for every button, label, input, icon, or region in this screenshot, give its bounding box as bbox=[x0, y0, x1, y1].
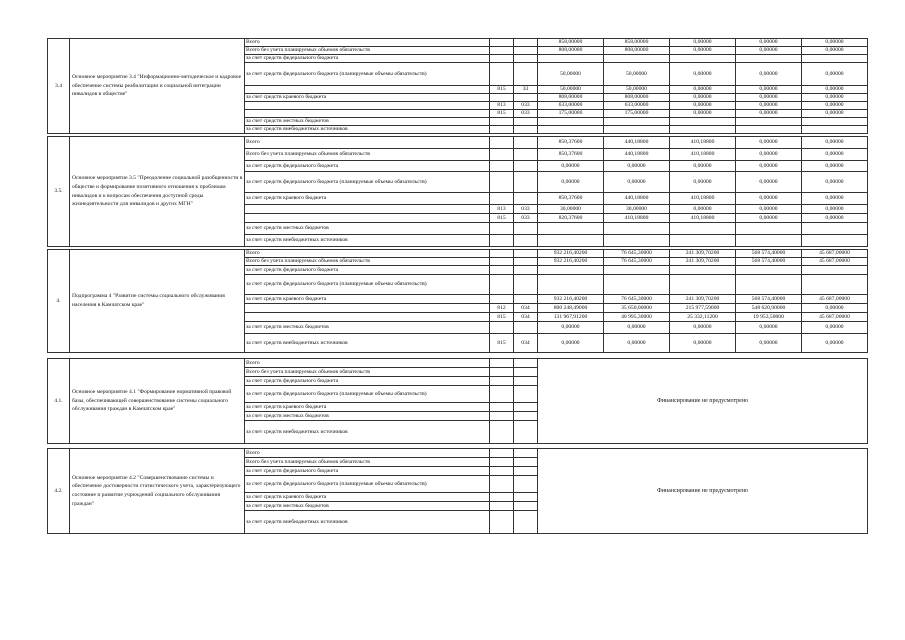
budget-code-program bbox=[514, 235, 538, 247]
amount-cell bbox=[604, 118, 670, 126]
amount-cell: 19 953,50000 bbox=[736, 313, 802, 322]
funding-source: за счет средств местных бюджетов bbox=[245, 412, 490, 421]
funding-table-body bbox=[48, 39, 868, 534]
amount-cell: 808,00000 bbox=[538, 47, 604, 55]
amount-cell: 241 309,70200 bbox=[670, 258, 736, 266]
table-row bbox=[48, 359, 868, 368]
budget-code-grbs bbox=[490, 511, 514, 534]
amount-cell: 0,00000 bbox=[802, 102, 868, 110]
amount-cell bbox=[604, 223, 670, 235]
amount-cell: 0,00000 bbox=[538, 172, 604, 193]
budget-code-program bbox=[514, 258, 538, 266]
budget-code-program bbox=[514, 149, 538, 161]
amount-cell: 850,37600 bbox=[538, 149, 604, 161]
amount-cell: 568 574,40000 bbox=[736, 250, 802, 258]
funding-source: за счет средств федерального бюджета bbox=[245, 55, 490, 63]
no-funding-note: Финансирование не предусмотрено bbox=[538, 359, 868, 444]
amount-cell: 45 687,00000 bbox=[802, 313, 868, 322]
amount-cell: 241 309,70200 bbox=[670, 295, 736, 304]
amount-cell: 0,00000 bbox=[802, 161, 868, 172]
funding-source: за счет средств местных бюджетов bbox=[245, 118, 490, 126]
budget-code-grbs: 813 bbox=[490, 102, 514, 110]
budget-code-grbs bbox=[490, 295, 514, 304]
amount-cell: 175,00000 bbox=[604, 110, 670, 118]
amount-cell: 0,00000 bbox=[802, 39, 868, 47]
budget-code-program bbox=[514, 250, 538, 258]
budget-code-program bbox=[514, 223, 538, 235]
amount-cell: 175,00000 bbox=[538, 110, 604, 118]
amount-cell bbox=[736, 235, 802, 247]
amount-cell: 820,37600 bbox=[538, 214, 604, 223]
amount-cell: 0,00000 bbox=[670, 172, 736, 193]
amount-cell: 0,00000 bbox=[670, 63, 736, 86]
amount-cell: 0,00000 bbox=[670, 110, 736, 118]
funding-source: за счет средств краевого бюджета bbox=[245, 403, 490, 412]
budget-code-program bbox=[514, 55, 538, 63]
amount-cell bbox=[802, 55, 868, 63]
amount-cell: 40 995,30000 bbox=[604, 313, 670, 322]
budget-code-program bbox=[514, 322, 538, 334]
amount-cell: 0,00000 bbox=[802, 86, 868, 94]
budget-code-grbs bbox=[490, 386, 514, 403]
amount-cell: 0,00000 bbox=[736, 214, 802, 223]
amount-cell: 0,00000 bbox=[736, 94, 802, 102]
amount-cell: 215 977,59000 bbox=[670, 304, 736, 313]
budget-code-program bbox=[514, 137, 538, 149]
budget-code-program bbox=[514, 476, 538, 493]
section-title: Подпрограмма 4 "Развитие системы социального обслуживания населения в Камчатском крае" bbox=[70, 250, 245, 353]
budget-code-grbs bbox=[490, 250, 514, 258]
budget-code-program bbox=[514, 161, 538, 172]
amount-cell: 0,00000 bbox=[538, 334, 604, 353]
funding-source: за счет средств краевого бюджета bbox=[245, 295, 490, 304]
budget-code-program: 033 bbox=[514, 205, 538, 214]
budget-code-program: 033 bbox=[514, 110, 538, 118]
amount-cell: 0,00000 bbox=[670, 47, 736, 55]
funding-source: за счет средств внебюджетных источников bbox=[245, 511, 490, 534]
amount-cell: 0,00000 bbox=[802, 110, 868, 118]
amount-cell bbox=[604, 126, 670, 134]
amount-cell: 25 332,11200 bbox=[670, 313, 736, 322]
no-funding-note: Финансирование не предусмотрено bbox=[538, 449, 868, 534]
funding-source: Всего bbox=[245, 250, 490, 258]
budget-code-grbs: 815 bbox=[490, 334, 514, 353]
amount-cell: 0,00000 bbox=[802, 63, 868, 86]
amount-cell: 858,00000 bbox=[538, 39, 604, 47]
budget-code-grbs bbox=[490, 63, 514, 86]
amount-cell: 410,18800 bbox=[670, 214, 736, 223]
budget-code-grbs bbox=[490, 421, 514, 444]
budget-code-grbs bbox=[490, 266, 514, 275]
budget-code-program: 033 bbox=[514, 102, 538, 110]
amount-cell: 76 645,30000 bbox=[604, 250, 670, 258]
budget-code-program bbox=[514, 493, 538, 502]
funding-source: за счет средств краевого бюджета bbox=[245, 193, 490, 205]
funding-source bbox=[245, 86, 490, 94]
budget-code-grbs bbox=[490, 258, 514, 266]
budget-code-grbs bbox=[490, 502, 514, 511]
funding-source: за счет средств местных бюджетов bbox=[245, 322, 490, 334]
amount-cell: 50,00000 bbox=[538, 63, 604, 86]
amount-cell: 0,00000 bbox=[604, 161, 670, 172]
budget-code-program bbox=[514, 458, 538, 467]
amount-cell bbox=[802, 126, 868, 134]
funding-source: за счет средств федерального бюджета (планируемые объемы обязательств) bbox=[245, 386, 490, 403]
funding-source: Всего bbox=[245, 39, 490, 47]
funding-source bbox=[245, 313, 490, 322]
amount-cell: 0,00000 bbox=[736, 193, 802, 205]
amount-cell bbox=[802, 223, 868, 235]
budget-code-program bbox=[514, 377, 538, 386]
funding-source: Всего bbox=[245, 449, 490, 458]
budget-code-grbs bbox=[490, 39, 514, 47]
budget-code-grbs bbox=[490, 458, 514, 467]
amount-cell: 35 650,00000 bbox=[604, 304, 670, 313]
amount-cell: 440,18800 bbox=[604, 137, 670, 149]
amount-cell: 241 309,70200 bbox=[670, 250, 736, 258]
budget-code-program bbox=[514, 275, 538, 295]
funding-source: Всего без учета планируемых объемов обязательств bbox=[245, 368, 490, 377]
budget-code-program bbox=[514, 172, 538, 193]
amount-cell: 0,00000 bbox=[736, 110, 802, 118]
funding-source: за счет средств федерального бюджета (планируемые объемы обязательств) bbox=[245, 172, 490, 193]
amount-cell bbox=[538, 266, 604, 275]
amount-cell bbox=[736, 126, 802, 134]
budget-code-grbs bbox=[490, 118, 514, 126]
funding-source: за счет средств федерального бюджета (планируемые объемы обязательств) bbox=[245, 63, 490, 86]
budget-code-grbs bbox=[490, 476, 514, 493]
budget-code-program bbox=[514, 359, 538, 368]
amount-cell: 858,00000 bbox=[604, 39, 670, 47]
amount-cell bbox=[736, 266, 802, 275]
amount-cell: 0,00000 bbox=[736, 161, 802, 172]
amount-cell: 808,00000 bbox=[604, 47, 670, 55]
amount-cell: 0,00000 bbox=[802, 149, 868, 161]
amount-cell: 410,18800 bbox=[670, 193, 736, 205]
budget-code-program: 034 bbox=[514, 334, 538, 353]
budget-code-grbs bbox=[490, 359, 514, 368]
amount-cell: 0,00000 bbox=[604, 322, 670, 334]
funding-source bbox=[245, 304, 490, 313]
budget-code-grbs bbox=[490, 126, 514, 134]
budget-code-grbs bbox=[490, 368, 514, 377]
amount-cell bbox=[736, 223, 802, 235]
amount-cell: 0,00000 bbox=[538, 161, 604, 172]
funding-source: за счет средств внебюджетных источников bbox=[245, 334, 490, 353]
amount-cell: 850,37600 bbox=[538, 137, 604, 149]
budget-code-grbs bbox=[490, 149, 514, 161]
amount-cell: 50,00000 bbox=[604, 63, 670, 86]
amount-cell: 0,00000 bbox=[736, 86, 802, 94]
amount-cell: 0,00000 bbox=[736, 334, 802, 353]
budget-code-program bbox=[514, 266, 538, 275]
funding-source: за счет средств федерального бюджета bbox=[245, 161, 490, 172]
amount-cell bbox=[670, 275, 736, 295]
budget-code-grbs bbox=[490, 275, 514, 295]
amount-cell bbox=[736, 118, 802, 126]
amount-cell bbox=[538, 235, 604, 247]
amount-cell bbox=[604, 275, 670, 295]
amount-cell: 0,00000 bbox=[736, 39, 802, 47]
budget-code-program bbox=[514, 193, 538, 205]
budget-code-grbs bbox=[490, 322, 514, 334]
amount-cell: 0,00000 bbox=[802, 193, 868, 205]
amount-cell bbox=[736, 275, 802, 295]
amount-cell: 0,00000 bbox=[538, 322, 604, 334]
budget-code-grbs: 812 bbox=[490, 304, 514, 313]
amount-cell bbox=[670, 118, 736, 126]
amount-cell: 0,00000 bbox=[802, 137, 868, 149]
amount-cell: 410,18800 bbox=[604, 214, 670, 223]
budget-code-grbs: 815 bbox=[490, 110, 514, 118]
amount-cell: 0,00000 bbox=[604, 334, 670, 353]
section-title: Основное мероприятие 4.2 "Совершенствование системы и обеспечение достоверности статистического учета, характеризующего состояние и развитие учреждений социального обслуживания граждан" bbox=[70, 449, 245, 534]
amount-cell: 0,00000 bbox=[670, 102, 736, 110]
amount-cell: 932 216,40200 bbox=[538, 258, 604, 266]
amount-cell: 0,00000 bbox=[802, 94, 868, 102]
amount-cell: 131 967,91200 bbox=[538, 313, 604, 322]
amount-cell bbox=[802, 235, 868, 247]
budget-code-grbs bbox=[490, 193, 514, 205]
funding-table bbox=[47, 38, 868, 534]
amount-cell bbox=[538, 275, 604, 295]
amount-cell: 0,00000 bbox=[802, 334, 868, 353]
amount-cell bbox=[670, 235, 736, 247]
amount-cell bbox=[670, 266, 736, 275]
section-number: 4. bbox=[48, 250, 70, 353]
amount-cell bbox=[538, 126, 604, 134]
table-row bbox=[48, 39, 868, 47]
funding-source: за счет средств внебюджетных источников bbox=[245, 235, 490, 247]
budget-code-program bbox=[514, 118, 538, 126]
funding-source: Всего bbox=[245, 359, 490, 368]
budget-code-program bbox=[514, 295, 538, 304]
amount-cell: 0,00000 bbox=[670, 86, 736, 94]
amount-cell: 568 574,40000 bbox=[736, 258, 802, 266]
budget-code-program: 034 bbox=[514, 313, 538, 322]
budget-code-grbs: 815 bbox=[490, 313, 514, 322]
funding-source: Всего без учета планируемых объемов обязательств bbox=[245, 458, 490, 467]
amount-cell: 568 574,40000 bbox=[736, 295, 802, 304]
amount-cell: 0,00000 bbox=[736, 149, 802, 161]
amount-cell: 633,00000 bbox=[538, 102, 604, 110]
funding-source: Всего без учета планируемых объемов обязательств bbox=[245, 47, 490, 55]
amount-cell bbox=[538, 55, 604, 63]
budget-code-grbs bbox=[490, 449, 514, 458]
amount-cell: 932 216,40200 bbox=[538, 250, 604, 258]
amount-cell bbox=[604, 235, 670, 247]
amount-cell: 0,00000 bbox=[736, 172, 802, 193]
budget-code-program bbox=[514, 368, 538, 377]
amount-cell: 45 687,00000 bbox=[802, 258, 868, 266]
budget-code-program: 034 bbox=[514, 304, 538, 313]
amount-cell bbox=[604, 55, 670, 63]
amount-cell: 0,00000 bbox=[670, 205, 736, 214]
amount-cell: 800 248,49000 bbox=[538, 304, 604, 313]
amount-cell: 0,00000 bbox=[670, 94, 736, 102]
budget-code-program bbox=[514, 449, 538, 458]
amount-cell: 45 687,00000 bbox=[802, 250, 868, 258]
funding-source bbox=[245, 102, 490, 110]
amount-cell: 440,18800 bbox=[604, 149, 670, 161]
funding-source: за счет средств местных бюджетов bbox=[245, 223, 490, 235]
amount-cell: 548 620,90000 bbox=[736, 304, 802, 313]
funding-source: за счет средств краевого бюджета bbox=[245, 493, 490, 502]
amount-cell bbox=[604, 266, 670, 275]
section-number: 3.4 bbox=[48, 39, 70, 134]
amount-cell: 0,00000 bbox=[802, 47, 868, 55]
budget-code-grbs: 813 bbox=[490, 205, 514, 214]
amount-cell: 0,00000 bbox=[736, 322, 802, 334]
section-title: Основное мероприятие 3.4 "Информационно-методическое и кадровое обеспечение системы реабилитации и социальной интеграции инвалидов в обществе" bbox=[70, 39, 245, 134]
section-number: 4.2. bbox=[48, 449, 70, 534]
amount-cell: 0,00000 bbox=[736, 205, 802, 214]
amount-cell: 30,00000 bbox=[538, 205, 604, 214]
amount-cell: 45 687,00000 bbox=[802, 295, 868, 304]
funding-source: за счет средств федерального бюджета (планируемые объемы обязательств) bbox=[245, 275, 490, 295]
budget-code-grbs bbox=[490, 47, 514, 55]
amount-cell bbox=[802, 266, 868, 275]
amount-cell bbox=[670, 223, 736, 235]
budget-code-grbs bbox=[490, 377, 514, 386]
amount-cell bbox=[802, 275, 868, 295]
budget-code-program bbox=[514, 421, 538, 444]
budget-code-program bbox=[514, 126, 538, 134]
amount-cell: 633,00000 bbox=[604, 102, 670, 110]
budget-code-program bbox=[514, 511, 538, 534]
amount-cell: 76 645,30000 bbox=[604, 258, 670, 266]
amount-cell: 50,00000 bbox=[604, 86, 670, 94]
funding-source bbox=[245, 214, 490, 223]
section-title: Основное мероприятие 4.1 "Формирование нормативной правовой базы, обеспечивающей совершенствование системы социального обслуживания граждан в Камчатском крае" bbox=[70, 359, 245, 444]
funding-source: Всего без учета планируемых объемов обязательств bbox=[245, 149, 490, 161]
funding-source: за счет средств внебюджетных источников bbox=[245, 126, 490, 134]
amount-cell: 440,18800 bbox=[604, 193, 670, 205]
budget-code-grbs bbox=[490, 172, 514, 193]
amount-cell: 0,00000 bbox=[604, 172, 670, 193]
funding-source: за счет средств федерального бюджета bbox=[245, 467, 490, 476]
funding-source: за счет средств федерального бюджета bbox=[245, 266, 490, 275]
budget-code-grbs bbox=[490, 412, 514, 421]
amount-cell: 50,00000 bbox=[538, 86, 604, 94]
amount-cell: 0,00000 bbox=[670, 39, 736, 47]
funding-source: за счет средств внебюджетных источников bbox=[245, 421, 490, 444]
amount-cell: 808,00000 bbox=[604, 94, 670, 102]
budget-code-program bbox=[514, 47, 538, 55]
budget-code-grbs bbox=[490, 223, 514, 235]
budget-code-grbs bbox=[490, 137, 514, 149]
budget-code-program bbox=[514, 39, 538, 47]
amount-cell: 0,00000 bbox=[736, 102, 802, 110]
table-row bbox=[48, 250, 868, 258]
budget-code-program bbox=[514, 63, 538, 86]
amount-cell: 0,00000 bbox=[802, 214, 868, 223]
budget-code-grbs bbox=[490, 467, 514, 476]
amount-cell bbox=[736, 55, 802, 63]
funding-source bbox=[245, 205, 490, 214]
budget-code-grbs bbox=[490, 55, 514, 63]
amount-cell: 0,00000 bbox=[670, 334, 736, 353]
budget-code-program bbox=[514, 467, 538, 476]
funding-source bbox=[245, 110, 490, 118]
amount-cell: 410,18800 bbox=[670, 137, 736, 149]
amount-cell: 0,00000 bbox=[802, 172, 868, 193]
section-number: 4.1. bbox=[48, 359, 70, 444]
budget-code-program: 33 bbox=[514, 86, 538, 94]
amount-cell: 0,00000 bbox=[736, 47, 802, 55]
funding-source: за счет средств краевого бюджета bbox=[245, 94, 490, 102]
amount-cell bbox=[802, 118, 868, 126]
amount-cell: 0,00000 bbox=[670, 322, 736, 334]
section-title: Основное мероприятие 3.5 "Преодоление социальной разобщенности в обществе и формирование позитивного отношения к проблемам инвалидов и к вопросам обеспечения доступной среды жизнедеятельности для инвалидов и других МГН" bbox=[70, 137, 245, 247]
budget-code-grbs bbox=[490, 94, 514, 102]
budget-code-program bbox=[514, 94, 538, 102]
amount-cell: 932 216,40200 bbox=[538, 295, 604, 304]
amount-cell: 0,00000 bbox=[736, 137, 802, 149]
amount-cell: 410,18800 bbox=[670, 149, 736, 161]
table-row bbox=[48, 137, 868, 149]
amount-cell: 0,00000 bbox=[802, 205, 868, 214]
amount-cell: 808,00000 bbox=[538, 94, 604, 102]
budget-code-grbs bbox=[490, 403, 514, 412]
amount-cell: 0,00000 bbox=[802, 322, 868, 334]
amount-cell bbox=[670, 126, 736, 134]
budget-code-grbs bbox=[490, 161, 514, 172]
funding-source: Всего без учета планируемых объемов обязательств bbox=[245, 258, 490, 266]
table-row bbox=[48, 449, 868, 458]
funding-source: за счет средств федерального бюджета (планируемые объемы обязательств) bbox=[245, 476, 490, 493]
budget-code-grbs: 815 bbox=[490, 214, 514, 223]
section-number: 3.5. bbox=[48, 137, 70, 247]
funding-source: за счет средств местных бюджетов bbox=[245, 502, 490, 511]
amount-cell bbox=[538, 118, 604, 126]
amount-cell bbox=[538, 223, 604, 235]
budget-code-program bbox=[514, 403, 538, 412]
funding-source: за счет средств федерального бюджета bbox=[245, 377, 490, 386]
amount-cell: 0,00000 bbox=[802, 304, 868, 313]
amount-cell bbox=[670, 55, 736, 63]
budget-code-grbs: 815 bbox=[490, 86, 514, 94]
budget-code-program bbox=[514, 412, 538, 421]
amount-cell: 76 645,30000 bbox=[604, 295, 670, 304]
budget-code-grbs bbox=[490, 493, 514, 502]
amount-cell: 30,00000 bbox=[604, 205, 670, 214]
budget-code-grbs bbox=[490, 235, 514, 247]
budget-code-program bbox=[514, 502, 538, 511]
amount-cell: 0,00000 bbox=[670, 161, 736, 172]
funding-source: Всего bbox=[245, 137, 490, 149]
budget-code-program: 033 bbox=[514, 214, 538, 223]
budget-code-program bbox=[514, 386, 538, 403]
amount-cell: 850,37600 bbox=[538, 193, 604, 205]
amount-cell: 0,00000 bbox=[736, 63, 802, 86]
